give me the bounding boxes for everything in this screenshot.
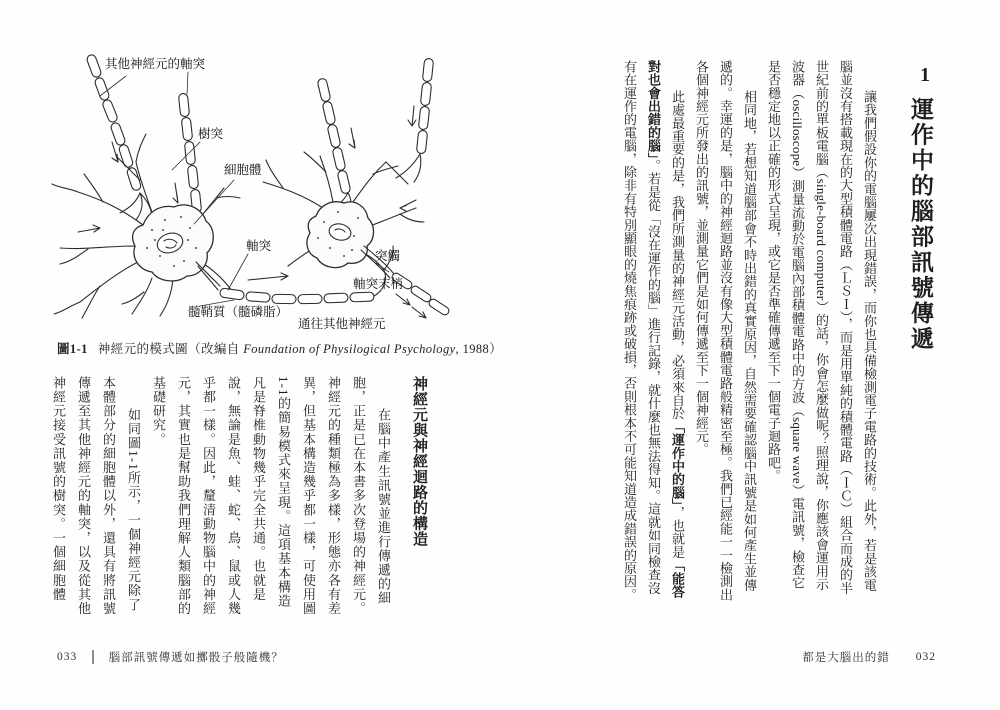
figure-caption <box>57 339 517 357</box>
arrow <box>412 307 426 318</box>
right-page-footer <box>802 649 936 665</box>
label-synapse: 突觸 <box>375 249 401 263</box>
arrow <box>349 128 355 148</box>
caption-source-title: Foundation of Physilogical Psychology <box>243 342 456 356</box>
neuron-figure <box>48 50 450 336</box>
paragraph: 在腦中產生訊號並進行傳遞的細胞，正是已在本書多次登場的神經元。神經元的種類極為多樣，形態亦各有差異，但基本構造幾乎都一樣，可使用圖1-1的簡易模式來呈現。這項基本構造凡是脊椎動物幾乎完全共通。也就是說，無論是魚、蛙、蛇、鳥、鼠或人幾乎都一樣。因此，釐清動物腦中的神經元，其實也是幫助我們理解人類腦部的基礎研究。 <box>151 376 391 616</box>
arrow <box>408 106 416 126</box>
label-dendrite: 樹突 <box>198 127 224 141</box>
label-to-other-neuron: 通往其他神經元 <box>298 317 386 331</box>
caption-text: 神經元的模式圖（改編自 <box>97 342 244 356</box>
incoming-axon-chain-right <box>317 78 355 214</box>
arrow <box>173 183 178 203</box>
arrow <box>396 294 410 305</box>
page-number: 033 <box>57 651 78 663</box>
arrow <box>248 273 288 280</box>
caption-tail: , 1988） <box>455 342 503 356</box>
paragraph-segment: 此處最重要的是，我們所測量的神經元活動，必須來自於 <box>670 90 685 420</box>
arrow <box>78 225 100 232</box>
page-number: 032 <box>915 651 936 663</box>
footer-divider <box>92 650 94 664</box>
paragraph-segment: ，也就是 <box>670 505 685 559</box>
neuron-diagram <box>48 50 450 336</box>
paragraph: 如同圖1-1所示，一個神經元除了本體部分的細胞體以外，還具有將訊號傳遞至其他神經元的軸突，以及從其他神經元接受訊號的樹突。一個細胞體 <box>51 376 141 616</box>
incoming-axon-chain-far-right <box>396 58 434 182</box>
paragraph: 相同地，若想知道腦部會不時出錯的真實原因，自然需要確認腦中訊號是如何產生並傳遞的。幸運的是，腦中的神經迴路並沒有像大型積體電路般精密至極。我們已經能一一檢測出各個神經元所發出的訊號，並測量它們是如何傳遞至下一個神經元。 <box>694 60 757 602</box>
chapter-body-text <box>617 60 881 602</box>
label-other-axon: 其他神經元的軸突 <box>105 57 206 71</box>
emphasis-term: 「能答對也會出錯的腦」 <box>646 60 685 599</box>
chapter-number: 1 <box>920 64 930 86</box>
label-axon-terminal: 軸突末梢 <box>353 277 404 291</box>
paragraph: 讓我們假設你的電腦屢次出現錯誤，而你也具備檢測電子電路的技術。此外，若是該電腦並沒有搭載現在的大型積體電路（ＬＳＩ），而是用單純的積體電路（ＩＣ）組合而成的半世紀前的單板電腦（single-board computer）的話，你會怎麼做呢？照理說，你應該會運用示波器（oscilloscope）測量流動於電腦內部積體電路中的方波（square wave）電訊號，檢查它是否穩定地以正確的形式呈現，或它是否準確傳遞至下一個電子迴路吧。 <box>766 60 877 595</box>
paragraph <box>617 60 689 602</box>
section-body-text <box>51 376 432 618</box>
section-heading: 神經元與神經迴路的構造 <box>411 376 427 547</box>
emphasis-term: 「運作中的腦」 <box>670 420 685 506</box>
chapter-title: 運作中的腦部訊號傳遞 <box>908 97 933 352</box>
arrow <box>112 142 118 162</box>
paragraph-segment: 。若是從「沒在運作的腦」進行記錄，就什麼也無法得知。這就如同檢查沒有在運作的電腦，除非有特別顯眼的燒焦痕跡或破損，否則根本不可能知道造成錯誤的原因。 <box>622 60 661 602</box>
figure-number: 圖1-1 <box>57 342 88 356</box>
label-axon: 軸突 <box>246 239 272 253</box>
label-cell-body: 細胞體 <box>224 163 262 177</box>
running-chapter-title: 腦部訊號傳遞如擲骰子般隨機？ <box>108 652 284 664</box>
left-page-footer <box>57 649 284 665</box>
right-cell-body <box>307 202 374 268</box>
incoming-axon-chain-left <box>86 54 152 220</box>
running-book-title: 都是大腦出的錯 <box>802 652 890 664</box>
label-myelin: 髓鞘質（髓磷脂） <box>188 305 289 319</box>
